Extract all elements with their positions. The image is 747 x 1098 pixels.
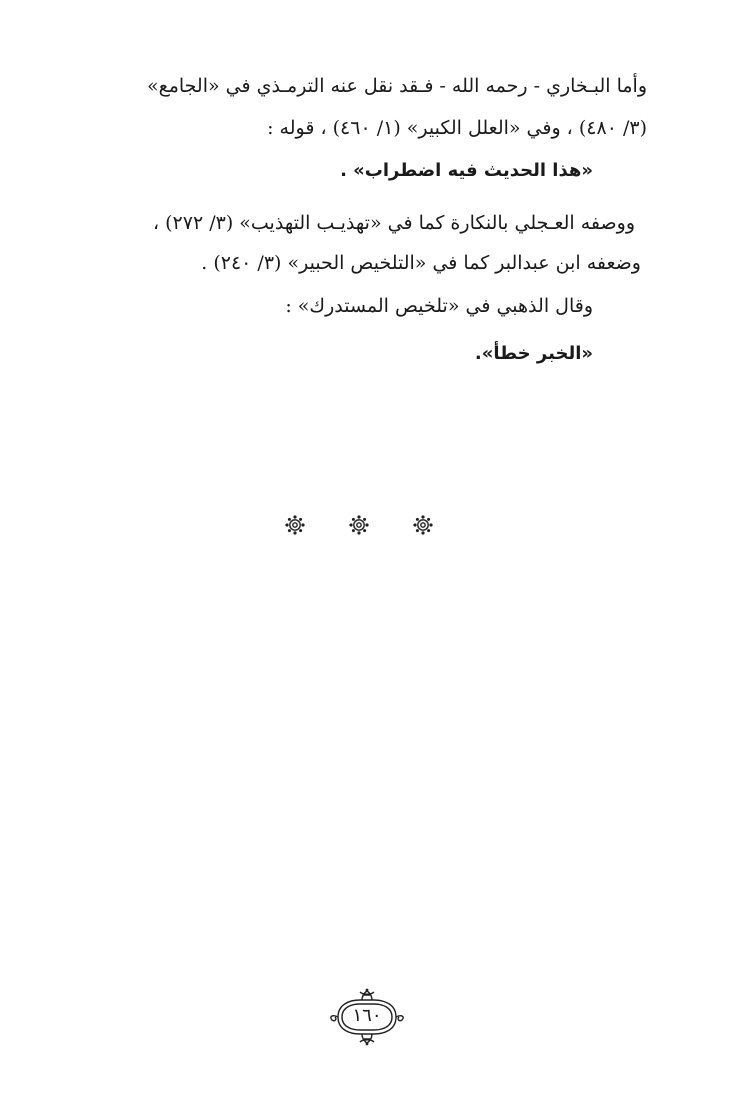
section-divider [284,514,434,538]
quoted-statement: «الخبر خطأ». [474,343,593,364]
page-number: ١٦٠ [352,1005,382,1026]
paragraph-line: وضعفه ابن عبدالبر كما في «التلخيص الحبير» (٣/ ٢٤٠) . [201,252,641,274]
paragraph-line: وقال الذهبي في «تلخيص المستدرك» : [285,295,593,317]
paragraph-line: ووصفه العـجلي بالنكارة كما في «تهذيـب التهذيب» (٣/ ٢٧٢) ، [152,212,635,234]
flower-ornament-icon [412,514,434,536]
flower-ornament-icon [348,514,370,536]
page-number-frame [324,986,410,1048]
flower-ornament-icon [284,514,306,536]
paragraph-line: وأما البـخاري - رحمه الله - فـقد نقل عنه الترمـذي في «الجامع» [146,75,647,97]
paragraph-line: (٣/ ٤٨٠) ، وفي «العلل الكبير» (١/ ٤٦٠) ، قوله : [267,117,647,139]
quoted-statement: «هذا الحديث فيه اضطراب» . [340,160,593,181]
